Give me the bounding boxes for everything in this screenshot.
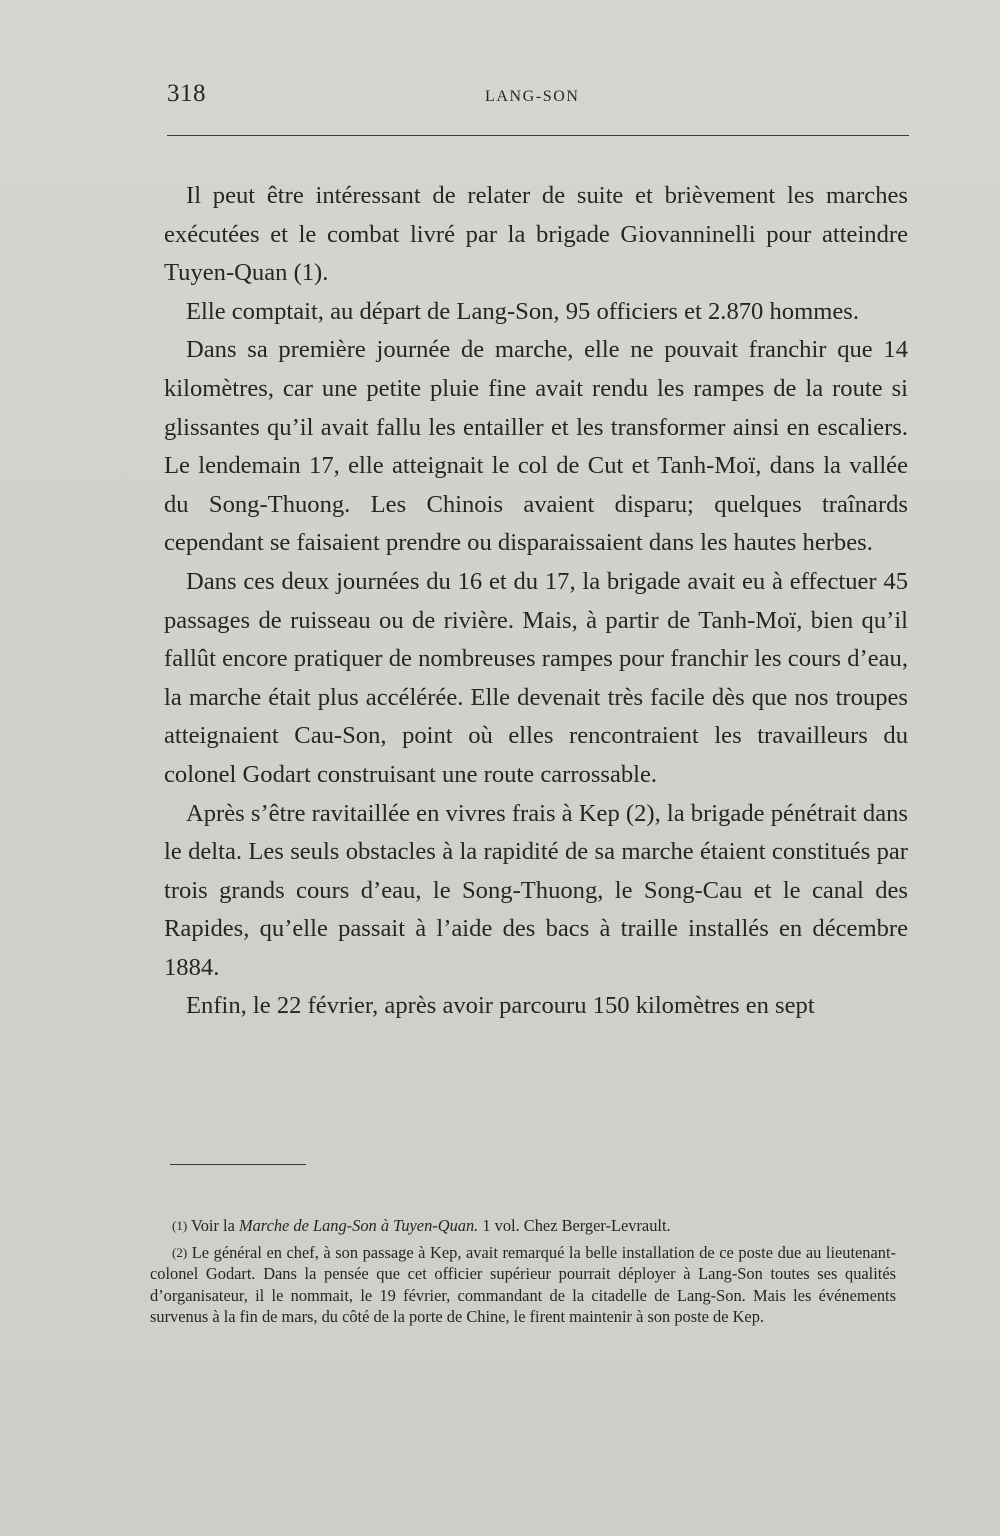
footnote-book-title: Marche de Lang-Son à Tuyen-Quan. (238, 1216, 479, 1235)
footnote-2 (150, 1242, 896, 1327)
paragraph: Elle comptait, au départ de Lang-Son, 95 officiers et 2.870 hommes. (186, 297, 859, 325)
paragraph: Dans ces deux journées du 16 et du 17, la brigade avait eu à effectuer 45 passages de ruisseau ou de rivière. Mais, à partir de Tanh-Moï, bien qu’il fallût encore pratiquer de nombreuses rampes pour franchir les cours d’eau, la marche était plus accélérée. Elle devenait très facile dès que nos troupes atteignaient Cau-Son, point où elles rencontraient les travailleurs du colonel Godart construisant une route carrossable. (164, 567, 908, 788)
footnote-mark: (1) (172, 1218, 188, 1233)
header-rule (167, 135, 909, 136)
paragraph: Il peut être intéressant de relater de suite et brièvement les marches exécutées et le combat livré par la brigade Giovanninelli pour atteindre Tuyen-Quan (1). (164, 182, 908, 287)
paragraph: Après s’être ravitaillée en vivres frais à Kep (2), la brigade pénétrait dans le delta. Les seuls obstacles à la rapidité de sa marche étaient constitués par trois grands cours d’eau, le Song-Thuong, le Song-Cau et le canal des Rapides, qu’elle passait à l’aide des bacs à traille installés en décembre 1884. (164, 799, 908, 981)
footnote-text: 1 vol. Chez Berger-Levrault. (482, 1216, 671, 1235)
footnote-separator (170, 1164, 306, 1165)
paragraph: Dans sa première journée de marche, elle ne pouvait franchir que 14 kilomètres, car une petite pluie fine avait rendu les rampes de la route si glissantes qu’il avait fallu les entailler et les transformer ainsi en escaliers. Le lendemain 17, elle atteignait le col de Cut et Tanh-Moï, dans la vallée du Song-Thuong. Les Chinois avaient disparu; quelques traînards cependant se faisaient prendre ou disparaissaient dans les hautes herbes. (164, 336, 908, 557)
page-number: 318 (167, 80, 206, 107)
footnote-text: Le général en chef, à son passage à Kep, avait remarqué la belle installation de ce poste due au lieutenant-colonel Godart. Dans la pensée que cet officier supérieur pourrait déployer à Lang-Son toutes ses qualités d’organisateur, il le nommait, le 19 février, commandant de la citadelle de Lang-Son. Mais les événements survenus à la fin de mars, du côté de la porte de Chine, le firent maintenir à son poste de Kep. (150, 1243, 896, 1326)
running-head (167, 80, 907, 120)
footnote-mark: (2) (172, 1245, 188, 1261)
footnote-1 (150, 1215, 896, 1236)
paragraph: Enfin, le 22 février, après avoir parcouru 150 kilomètres en sept (186, 992, 815, 1020)
footnote-text: Voir la (190, 1216, 235, 1235)
body-text (164, 177, 908, 1026)
running-title: LANG-SON (485, 88, 580, 105)
footnotes (150, 1215, 896, 1333)
